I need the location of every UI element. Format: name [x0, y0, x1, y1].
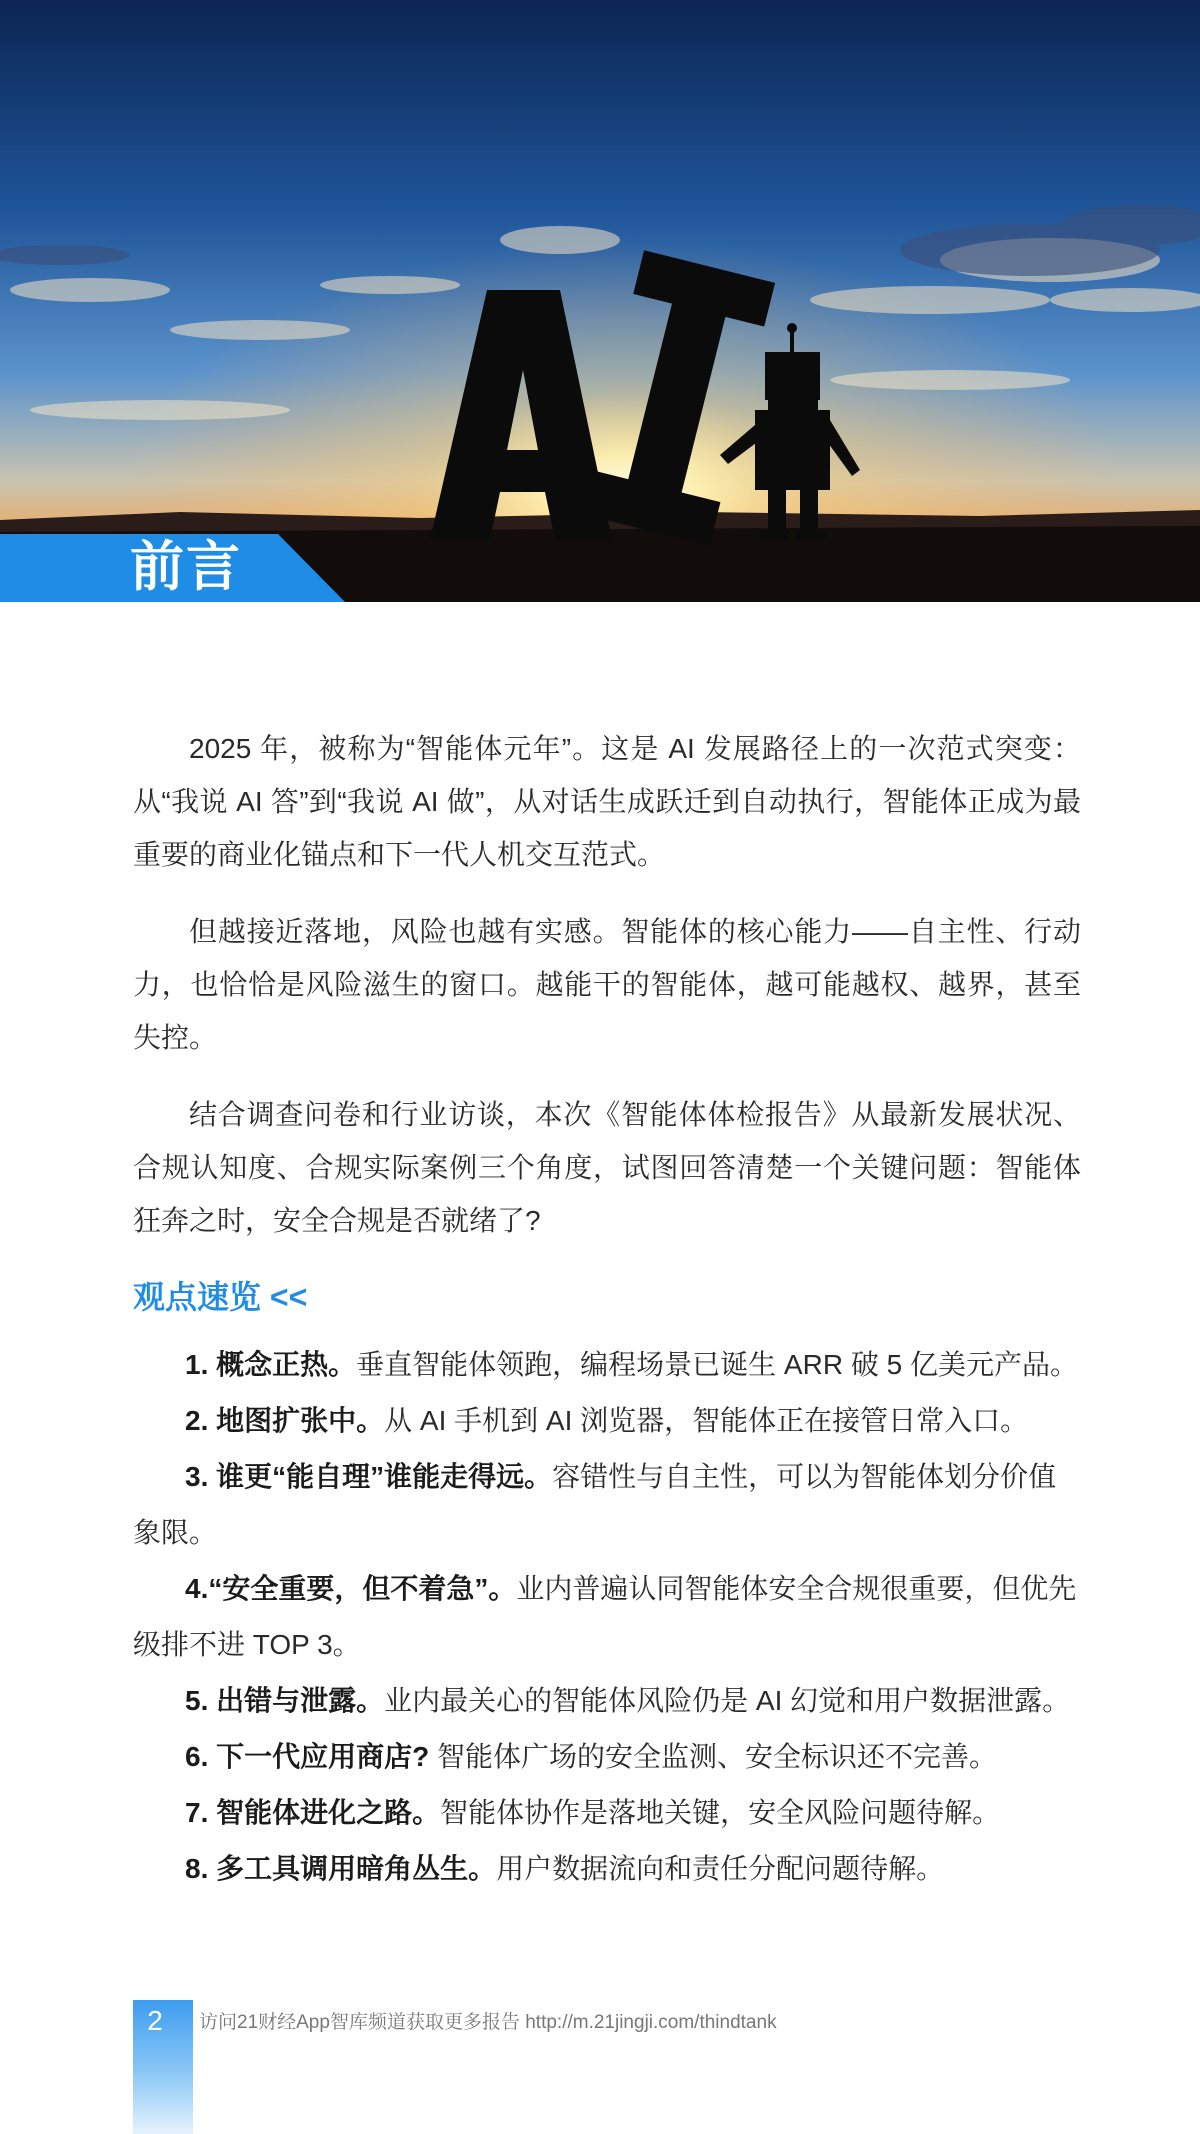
- summary-list: [133, 1337, 1081, 1897]
- point-text: 垂直智能体领跑，编程场景已诞生 ARR 破 5 亿美元产品。: [356, 1349, 1078, 1380]
- summary-point: [133, 1449, 1081, 1561]
- point-text: 智能体广场的安全监测、安全标识还不完善。: [429, 1741, 998, 1772]
- point-text: 智能体协作是落地关键，安全风险问题待解。: [440, 1797, 1001, 1828]
- intro-paragraph: 2025 年，被称为“智能体元年”。这是 AI 发展路径上的一次范式突变：从“我说 AI 答”到“我说 AI 做”，从对话生成跃迁到自动执行，智能体正成为最重要的商业化锚点和下一代人机交互范式。: [133, 733, 1081, 870]
- summary-point: [133, 1673, 1081, 1729]
- sunset-ai-illustration: [0, 0, 1200, 602]
- summary-point: [133, 1561, 1081, 1673]
- point-title: 2. 地图扩张中。: [185, 1405, 385, 1436]
- main-content: [133, 722, 1081, 1897]
- point-title: 8. 多工具调用暗角丛生。: [185, 1853, 497, 1884]
- page-number: 2: [147, 2005, 163, 2036]
- summary-point: [133, 1841, 1081, 1897]
- summary-point: [133, 1393, 1081, 1449]
- point-title: 4.“安全重要，但不着急”。: [185, 1573, 517, 1604]
- hero-image: [0, 0, 1200, 602]
- intro-paragraph: 结合调查问卷和行业访谈，本次《智能体体检报告》从最新发展状况、合规认知度、合规实际案例三个角度，试图回答清楚一个关键问题：智能体狂奔之时，安全合规是否就绪了?: [133, 1099, 1081, 1236]
- footer-link-text[interactable]: 访问21财经App智库频道获取更多报告 http://m.21jingji.com/thindtank: [199, 2012, 777, 2033]
- point-text: 用户数据流向和责任分配问题待解。: [496, 1853, 945, 1884]
- section-title: 前言: [130, 535, 242, 598]
- point-text: 业内普遍认同智能体安全合规很重要，但优先级排不进 TOP 3。: [133, 1573, 1077, 1660]
- point-title: 3. 谁更“能自理”谁能走得远。: [185, 1461, 553, 1492]
- point-text: 从 AI 手机到 AI 浏览器，智能体正在接管日常入口。: [384, 1405, 1029, 1436]
- summary-heading: 观点速览 <<: [133, 1279, 308, 1315]
- intro-paragraph: 但越接近落地，风险也越有实感。智能体的核心能力——自主性、行动力，也恰恰是风险滋生的窗口。越能干的智能体，越可能越权、越界，甚至失控。: [133, 916, 1081, 1053]
- summary-point: [133, 1785, 1081, 1841]
- point-title: 1. 概念正热。: [185, 1349, 357, 1380]
- point-title: 7. 智能体进化之路。: [185, 1797, 441, 1828]
- summary-point: [133, 1729, 1081, 1785]
- point-text: 业内最关心的智能体风险仍是 AI 幻觉和用户数据泄露。: [384, 1685, 1071, 1716]
- point-title: 5. 出错与泄露。: [185, 1685, 385, 1716]
- point-title: 6. 下一代应用商店?: [185, 1741, 430, 1772]
- point-text: 容错性与自主性，可以为智能体划分价值象限。: [133, 1461, 1057, 1548]
- summary-point: [133, 1337, 1081, 1393]
